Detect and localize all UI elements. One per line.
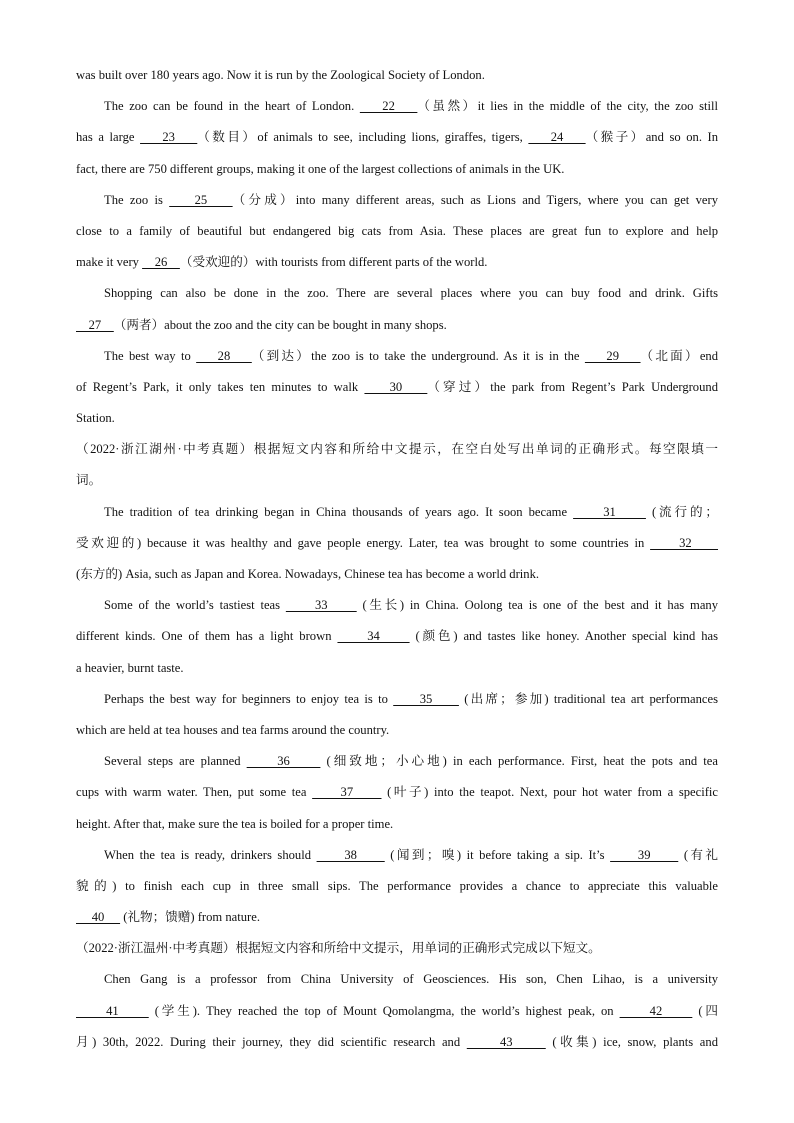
answer-blank[interactable]: 29: [584, 348, 641, 363]
text-line: (东方的) Asia, such as Japan and Korea. Nowadays, Chinese tea has become a world drink.: [76, 567, 540, 581]
text-line: a heavier, burnt taste.: [76, 660, 184, 675]
text-line: fact, there are 750 different groups, making it one of the largest collections of animals in the UK.: [76, 161, 565, 176]
text-line: of Regent’s Park, it only takes ten minutes to walk 30 （穿过）the park from Regent’s Park Underground: [76, 379, 718, 394]
answer-blank[interactable]: 38: [316, 847, 385, 862]
text-line: The zoo can be found in the heart of London. 22 （虽然）it lies in the middle of the city, the zoo still: [104, 99, 718, 114]
answer-blank[interactable]: 40: [76, 910, 121, 925]
text-line: was built over 180 years ago. Now it is run by the Zoological Society of London.: [76, 68, 485, 82]
text-line: When the tea is ready, drinkers should 38 (闻到；嗅) it before taking a sip. It’s 39 (有礼: [104, 847, 719, 862]
text-line: Some of the world’s tastiest teas 33 (生长) in China. Oolong tea is one of the best and it has many: [104, 598, 718, 613]
answer-blank[interactable]: 23: [140, 130, 198, 145]
text-line: Chen Gang is a professor from China University of Geosciences. His son, Chen Lihao, is a university: [104, 972, 718, 987]
answer-blank[interactable]: 41: [76, 1003, 149, 1018]
answer-blank[interactable]: 43: [466, 1034, 546, 1049]
text-line: 貌的) to finish each cup in three small sips. The performance provides a chance to appreciate this valuable: [76, 878, 718, 893]
text-line: height. After that, make sure the tea is boiled for a proper time.: [76, 816, 394, 831]
text-line: Station.: [76, 411, 115, 426]
text-line: The tradition of tea drinking began in China thousands of years ago. It soon became 31 (流行的；: [104, 504, 719, 519]
text-line: The zoo is 25 （分成）into many different areas, such as Lions and Tigers, where you can get very: [104, 192, 719, 207]
text-line: different kinds. One of them has a light brown 34 (颜色) and tastes like honey. Another special kind has: [76, 629, 719, 644]
text-line: make it very 26 （受欢迎的）with tourists from different parts of the world.: [76, 255, 488, 270]
answer-blank[interactable]: 25: [169, 192, 233, 207]
answer-blank[interactable]: 22: [359, 99, 418, 114]
text-line: The best way to 28 （到达）the zoo is to take the underground. As it is in the 29 （北面）end: [104, 348, 719, 363]
answer-blank[interactable]: 33: [285, 598, 357, 613]
text-line: 词。: [76, 473, 102, 488]
document-body: [76, 60, 718, 1058]
text-line: Shopping can also be done in the zoo. There are several places where you can buy food and drink. Gifts: [104, 286, 718, 301]
text-line: cups with warm water. Then, put some tea 37 (叶子) into the teapot. Next, pour hot water from a specific: [76, 785, 718, 800]
text-line: which are held at tea houses and tea farms around the country.: [76, 722, 390, 737]
answer-blank[interactable]: 35: [393, 691, 459, 706]
text-line: （2022·浙江湖州·中考真题）根据短文内容和所给中文提示，在空白处写出单词的正确形式。每空限填一: [76, 442, 718, 457]
answer-blank[interactable]: 42: [619, 1003, 693, 1018]
answer-blank[interactable]: 26: [142, 255, 180, 270]
document-page: [76, 60, 718, 1058]
text-line: 40 (礼物；馈赠) from nature.: [76, 910, 260, 925]
answer-blank[interactable]: 34: [337, 629, 410, 644]
answer-blank[interactable]: 27: [76, 317, 114, 332]
text-line: close to a family of beautiful but endangered big cats from Asia. These places are great fun to explore and help: [76, 223, 718, 238]
answer-blank[interactable]: 37: [312, 785, 382, 800]
answer-blank[interactable]: 24: [528, 130, 586, 145]
text-line: Perhaps the best way for beginners to enjoy tea is to 35 (出席；参加) traditional tea art performances: [104, 691, 719, 706]
text-line: （2022·浙江温州·中考真题）根据短文内容和所给中文提示，用单词的正确形式完成以下短文。: [76, 941, 601, 956]
answer-blank[interactable]: 32: [650, 535, 719, 550]
text-line: 月) 30th, 2022. During their journey, they did scientific research and 43 (收集) ice, snow, plants and: [76, 1034, 718, 1049]
text-line: 受欢迎的) because it was healthy and gave people energy. Later, tea was brought to some countries in 32: [76, 535, 719, 550]
answer-blank[interactable]: 28: [196, 348, 252, 363]
text-line: has a large 23 （数目）of animals to see, including lions, giraffes, tigers, 24 （猴子）and so on. In: [76, 130, 719, 145]
answer-blank[interactable]: 39: [610, 847, 679, 862]
text-line: Several steps are planned 36 (细致地；小心地) in each performance. First, heat the pots and tea: [104, 754, 718, 769]
text-line: 41 (学生). They reached the top of Mount Qomolangma, the world’s highest peak, on 42 (四: [76, 1003, 718, 1018]
answer-blank[interactable]: 30: [364, 379, 428, 394]
answer-blank[interactable]: 36: [246, 754, 321, 769]
answer-blank[interactable]: 31: [573, 504, 646, 519]
text-line: 27 （两者）about the zoo and the city can be bought in many shops.: [76, 317, 447, 332]
